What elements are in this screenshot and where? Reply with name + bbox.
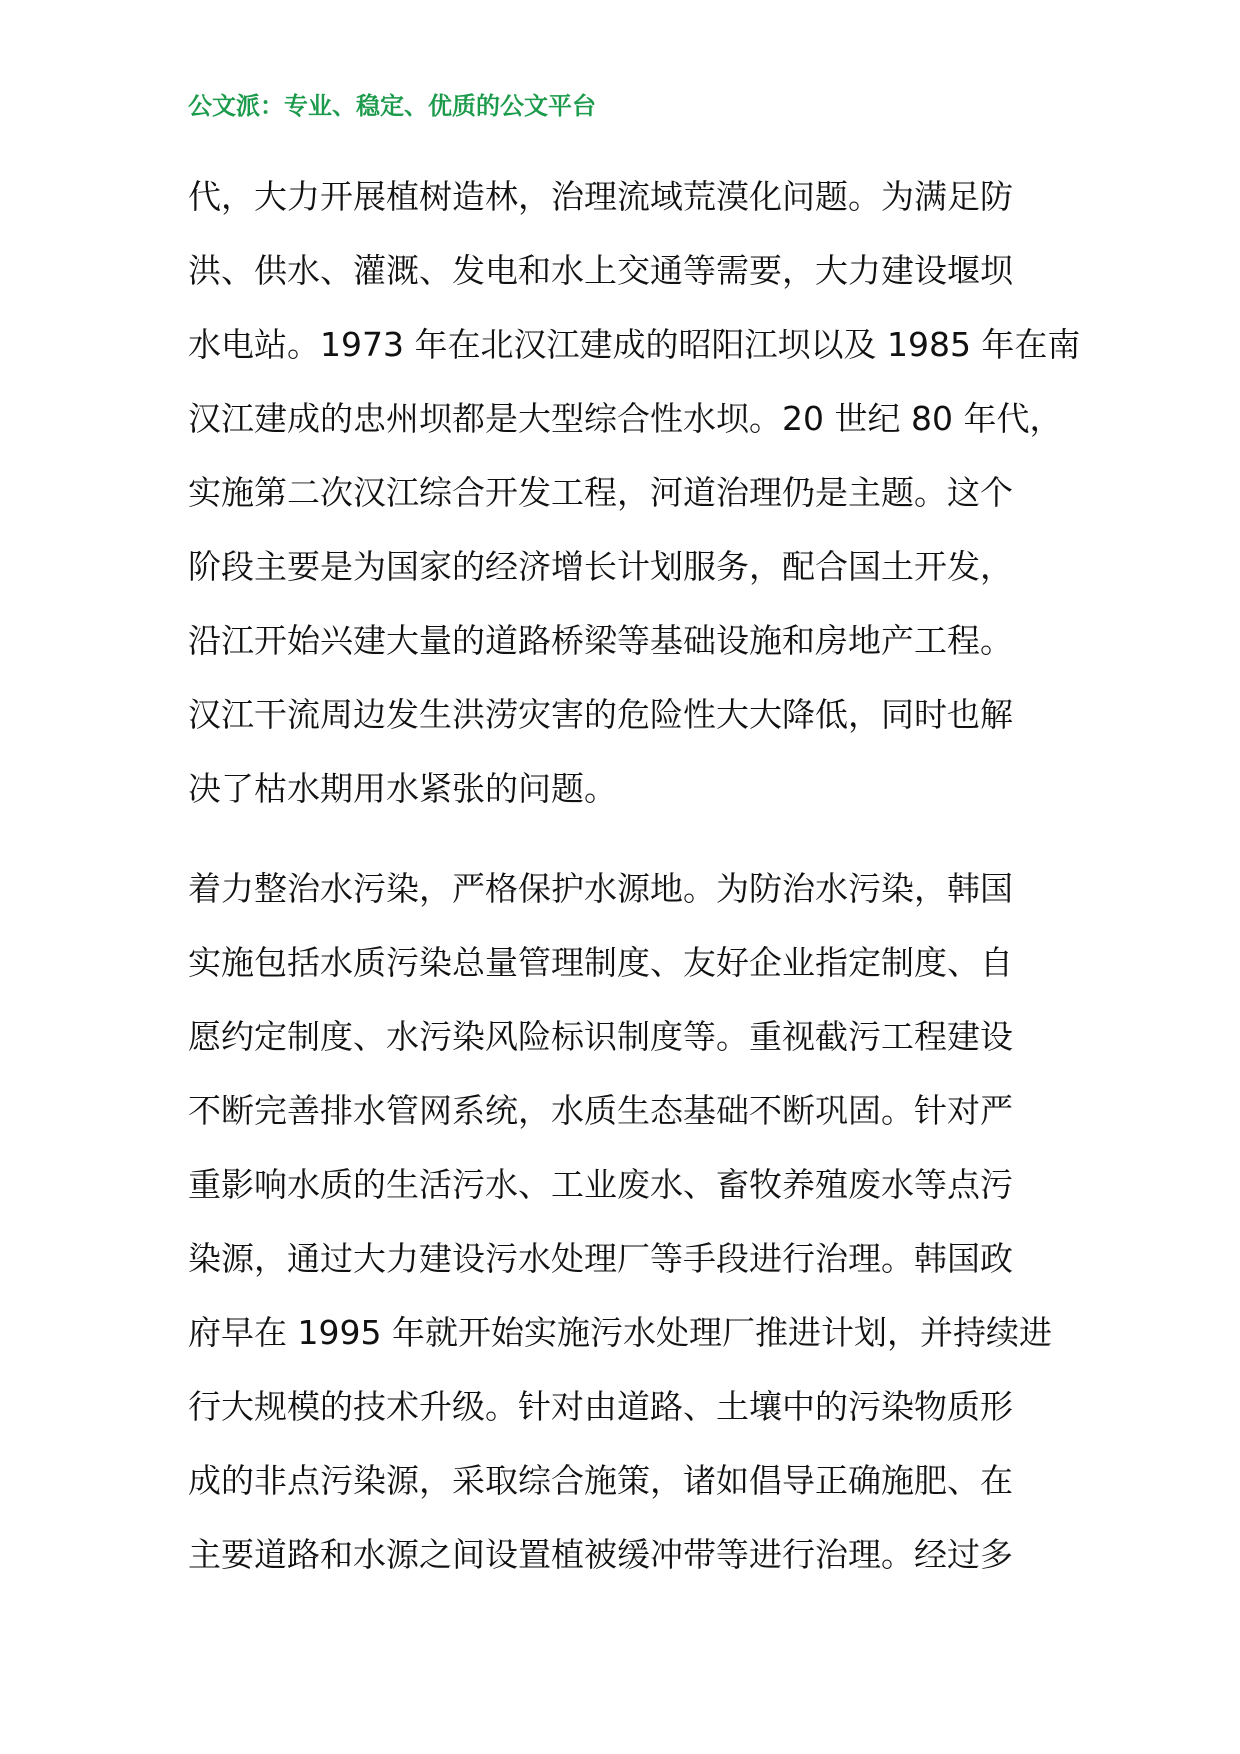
paragraph-1 [188, 160, 1081, 826]
text-line: 实施包括水质污染总量管理制度、友好企业指定制度、自 [188, 943, 1013, 982]
text-line: 洪、供水、灌溉、发电和水上交通等需要，大力建设堰坝 [188, 251, 1013, 290]
text-line: 实施第二次汉江综合开发工程，河道治理仍是主题。这个 [188, 473, 1013, 512]
text-line: 阶段主要是为国家的经济增长计划服务，配合国土开发， [188, 547, 1013, 586]
header-title: 公文派：专业、稳定、优质的公文平台 [188, 92, 596, 120]
text-line: 行大规模的技术升级。针对由道路、土壤中的污染物质形 [188, 1387, 1013, 1426]
text-line: 重影响水质的生活污水、工业废水、畜牧养殖废水等点污 [188, 1165, 1013, 1204]
text-line: 汉江干流周边发生洪涝灾害的危险性大大降低，同时也解 [188, 695, 1013, 734]
text-line: 着力整治水污染，严格保护水源地。为防治水污染，韩国 [188, 869, 1013, 908]
text-line: 主要道路和水源之间设置植被缓冲带等进行治理。经过多 [188, 1535, 1013, 1574]
paragraph-text [188, 160, 1081, 826]
paragraph-2 [188, 852, 1058, 1592]
text-line: 决了枯水期用水紧张的问题。 [188, 769, 617, 808]
paragraph-text [188, 852, 1058, 1592]
text-line: 愿约定制度、水污染风险标识制度等。重视截污工程建设 [188, 1017, 1013, 1056]
text-line: 府早在 1995 年就开始实施污水处理厂推进计划，并持续进 [188, 1313, 1052, 1352]
text-line: 不断完善排水管网系统，水质生态基础不断巩固。针对严 [188, 1091, 1013, 1130]
text-line: 代，大力开展植树造林，治理流域荒漠化问题。为满足防 [188, 177, 1013, 216]
text-line: 汉江建成的忠州坝都是大型综合性水坝。20 世纪 80 年代， [188, 399, 1063, 438]
text-line: 沿江开始兴建大量的道路桥梁等基础设施和房地产工程。 [188, 621, 1013, 660]
text-line: 水电站。1973 年在北汉江建成的昭阳江坝以及 1985 年在南 [188, 325, 1081, 364]
text-line: 染源，通过大力建设污水处理厂等手段进行治理。韩国政 [188, 1239, 1013, 1278]
text-line: 成的非点污染源，采取综合施策，诸如倡导正确施肥、在 [188, 1461, 1013, 1500]
